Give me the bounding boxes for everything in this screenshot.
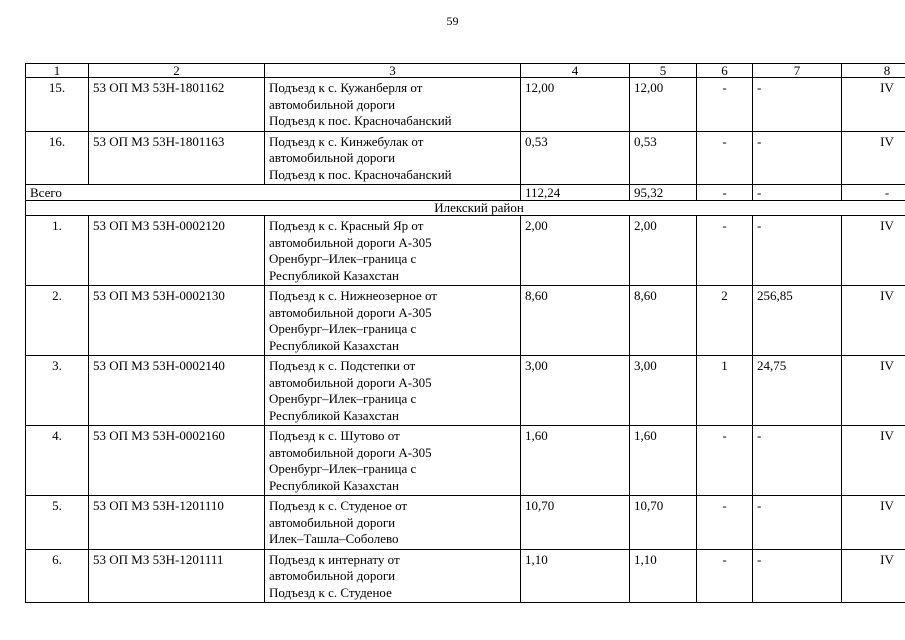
column-header: 3 [265,64,521,78]
road-name-line: Оренбург–Илек–граница с [269,321,417,336]
road-name [265,356,521,426]
bridge-count: - [697,549,753,603]
length-paved: 12,00 [630,78,697,132]
road-code: 53 ОП МЗ 53Н-1201111 [89,549,265,603]
road-category: IV [842,131,905,185]
road-code: 53 ОП МЗ 53Н-0002120 [89,216,265,286]
road-code: 53 ОП МЗ 53Н-1201110 [89,496,265,550]
bridge-length: 24,75 [753,356,842,426]
road-code: 53 ОП МЗ 53Н-0002140 [89,356,265,426]
road-code: 53 ОП МЗ 53Н-1801162 [89,78,265,132]
table-row [26,549,905,603]
length-total: 1,60 [521,426,630,496]
road-name-line: Республикой Казахстан [269,337,399,353]
road-name [265,78,521,132]
road-category: IV [842,356,905,426]
table-row [26,78,905,132]
road-name-line: автомобильной дороги [269,150,396,165]
length-total: 1,10 [521,549,630,603]
road-name-line: автомобильной дороги А-305 [269,304,432,320]
road-name [265,496,521,550]
road-name-line: Подъезд к с. Студеное [269,584,392,600]
length-paved: 10,70 [630,496,697,550]
road-category: IV [842,426,905,496]
row-number: 2. [26,286,89,356]
length-total: 12,00 [521,78,630,132]
road-name-line: Республикой Казахстан [269,267,399,283]
road-name-line: автомобильной дороги [269,96,396,112]
road-name-line: Подъезд к с. Подстепки от [269,358,416,373]
road-name [265,426,521,496]
column-header: 4 [521,64,630,78]
road-category: IV [842,496,905,550]
road-name-line: Оренбург–Илек–граница с [269,461,417,476]
bridge-count: - [697,216,753,286]
road-name [265,216,521,286]
total-category: - [842,185,905,201]
length-total: 0,53 [521,131,630,185]
road-name-line: автомобильной дороги А-305 [269,374,432,390]
bridge-count: 2 [697,286,753,356]
bridge-count: - [697,78,753,132]
length-total: 3,00 [521,356,630,426]
bridge-length: - [753,549,842,603]
length-paved: 1,10 [630,549,697,603]
length-total: 10,70 [521,496,630,550]
road-name-line: Подъезд к с. Красный Яр от [269,218,424,233]
road-name-line: автомобильной дороги А-305 [269,444,432,460]
road-name-line: автомобильной дороги [269,568,396,583]
table-row [26,356,905,426]
road-category: IV [842,549,905,603]
total-row [26,185,905,201]
column-header-row [26,64,905,78]
row-number: 1. [26,216,89,286]
row-number: 3. [26,356,89,426]
table-row [26,131,905,185]
section-heading-row [26,201,905,216]
road-category: IV [842,216,905,286]
total-bridge-count: - [697,185,753,201]
bridge-length: - [753,78,842,132]
column-header: 8 [842,64,905,78]
road-category: IV [842,286,905,356]
column-header: 6 [697,64,753,78]
row-number: 4. [26,426,89,496]
road-name-line: Подъезд к пос. Красночабанский [269,166,452,182]
road-name-line: Подъезд к с. Студеное от [269,498,408,513]
road-name-line: Подъезд к с. Шутово от [269,428,400,443]
bridge-count: - [697,131,753,185]
roads-table [25,63,905,603]
length-paved: 8,60 [630,286,697,356]
road-name [265,131,521,185]
length-paved: 3,00 [630,356,697,426]
bridge-length: 256,85 [753,286,842,356]
section-title: Илекский район [26,201,905,216]
column-header: 1 [26,64,89,78]
road-name-line: автомобильной дороги [269,514,396,530]
road-name-line: Подъезд к интернату от [269,551,400,567]
length-total: 8,60 [521,286,630,356]
bridge-length: - [753,131,842,185]
table-row [26,426,905,496]
table-row [26,496,905,550]
road-name-line: Республикой Казахстан [269,477,399,493]
road-name [265,549,521,603]
bridge-length: - [753,216,842,286]
road-code: 53 ОП МЗ 53Н-0002130 [89,286,265,356]
road-name-line: Подъезд к с. Кинжебулак от [269,133,424,149]
road-code: 53 ОП МЗ 53Н-0002160 [89,426,265,496]
length-paved: 0,53 [630,131,697,185]
column-header: 5 [630,64,697,78]
column-header: 2 [89,64,265,78]
road-code: 53 ОП МЗ 53Н-1801163 [89,131,265,185]
road-name-line: Подъезд к с. Нижнеозерное от [269,288,437,303]
bridge-count: - [697,426,753,496]
bridge-length: - [753,496,842,550]
row-number: 16. [26,131,89,185]
road-name-line: Оренбург–Илек–граница с [269,251,417,266]
bridge-count: 1 [697,356,753,426]
row-number: 15. [26,78,89,132]
road-name-line: автомобильной дороги А-305 [269,234,432,250]
bridge-count: - [697,496,753,550]
total-bridge-length: - [753,185,842,201]
road-name [265,286,521,356]
table-row [26,286,905,356]
length-total: 2,00 [521,216,630,286]
road-name-line: Подъезд к пос. Красночабанский [269,113,452,128]
road-name-line: Илек–Ташла–Соболево [269,531,399,546]
length-paved: 2,00 [630,216,697,286]
bridge-length: - [753,426,842,496]
row-number: 6. [26,549,89,603]
column-header: 7 [753,64,842,78]
road-category: IV [842,78,905,132]
length-paved: 1,60 [630,426,697,496]
road-name-line: Республикой Казахстан [269,407,399,423]
total-length: 112,24 [521,185,630,201]
total-paved: 95,32 [630,185,697,201]
total-label: Всего [26,185,521,201]
table-row [26,216,905,286]
row-number: 5. [26,496,89,550]
road-name-line: Оренбург–Илек–граница с [269,391,417,406]
road-name-line: Подъезд к с. Кужанберля от [269,80,423,95]
page-number: 59 [446,14,459,28]
